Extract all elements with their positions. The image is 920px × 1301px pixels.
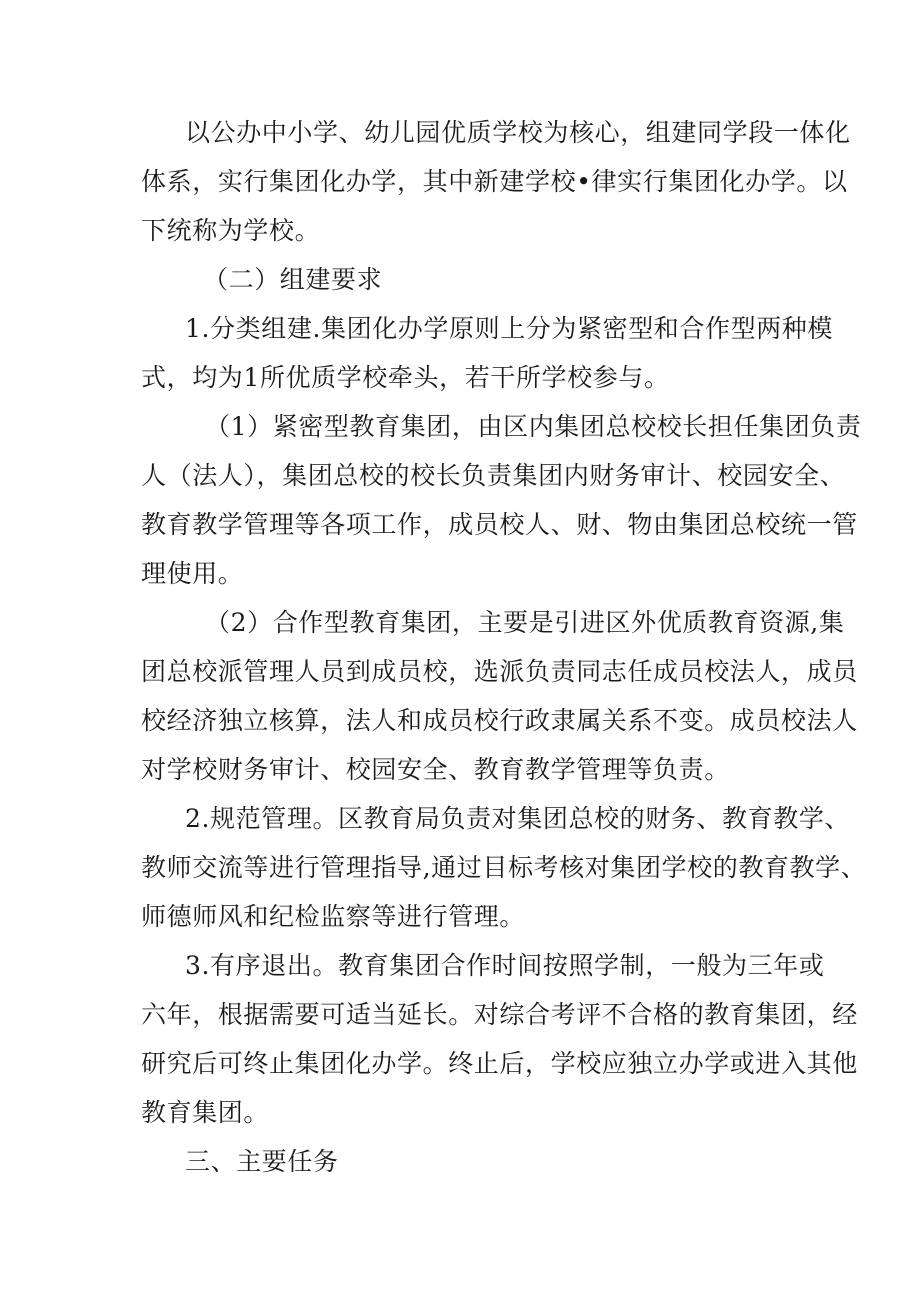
intro-line-3: 下统称为学校。 bbox=[141, 216, 321, 245]
item-2-line-2: 教师交流等进行管理指导,通过目标考核对集团学校的教育教学、 bbox=[141, 853, 867, 882]
item-2-line-1: 2.规范管理。区教育局负责对集团总校的财务、教育教学、 bbox=[185, 804, 851, 833]
item-1-1-line-4: 理使用。 bbox=[141, 559, 244, 588]
item-3-line-2: 六年，根据需要可适当延长。对综合考评不合格的教育集团，经 bbox=[141, 1000, 858, 1029]
intro-line-2: 体系，实行集团化办学，其中新建学校•律实行集团化办学。以 bbox=[141, 167, 848, 196]
item-1-2-line-3: 校经济独立核算，法人和成员校行政隶属关系不变。成员校法人 bbox=[141, 706, 858, 735]
item-1-line-2: 式，均为1所优质学校牵头，若干所学校参与。 bbox=[141, 363, 670, 392]
item-2-line-3: 师德师风和纪检监察等进行管理。 bbox=[141, 902, 526, 931]
item-3-line-1: 3.有序退出。教育集团合作时间按照学制，一般为三年或 bbox=[185, 951, 825, 980]
item-3-line-4: 教育集团。 bbox=[141, 1098, 270, 1127]
item-1-line-1: 1.分类组建.集团化办学原则上分为紧密型和合作型两种模 bbox=[185, 314, 834, 343]
intro-line-1: 以公办中小学、幼儿园优质学校为核心，组建同学段一体化 bbox=[185, 118, 851, 147]
item-1-2-line-4: 对学校财务审计、校园安全、教育教学管理等负责。 bbox=[141, 755, 730, 784]
section-heading-tasks: 三、主要任务 bbox=[185, 1147, 339, 1176]
item-3-line-3: 研究后可终止集团化办学。终止后，学校应独立办学或进入其他 bbox=[141, 1049, 858, 1078]
item-1-2-line-2: 团总校派管理人员到成员校，选派负责同志任成员校法人，成员 bbox=[141, 657, 858, 686]
item-1-2-line-1: （2）合作型教育集团，主要是引进区外优质教育资源,集 bbox=[205, 608, 845, 637]
item-1-1-line-3: 教育教学管理等各项工作，成员校人、财、物由集团总校统一管 bbox=[141, 510, 858, 539]
section-heading-requirements: （二）组建要求 bbox=[203, 265, 383, 294]
item-1-1-line-1: （1）紧密型教育集团，由区内集团总校校长担任集团负责 bbox=[205, 412, 862, 441]
item-1-1-line-2: 人（法人），集团总校的校长负责集团内财务审计、校园安全、 bbox=[141, 461, 846, 490]
